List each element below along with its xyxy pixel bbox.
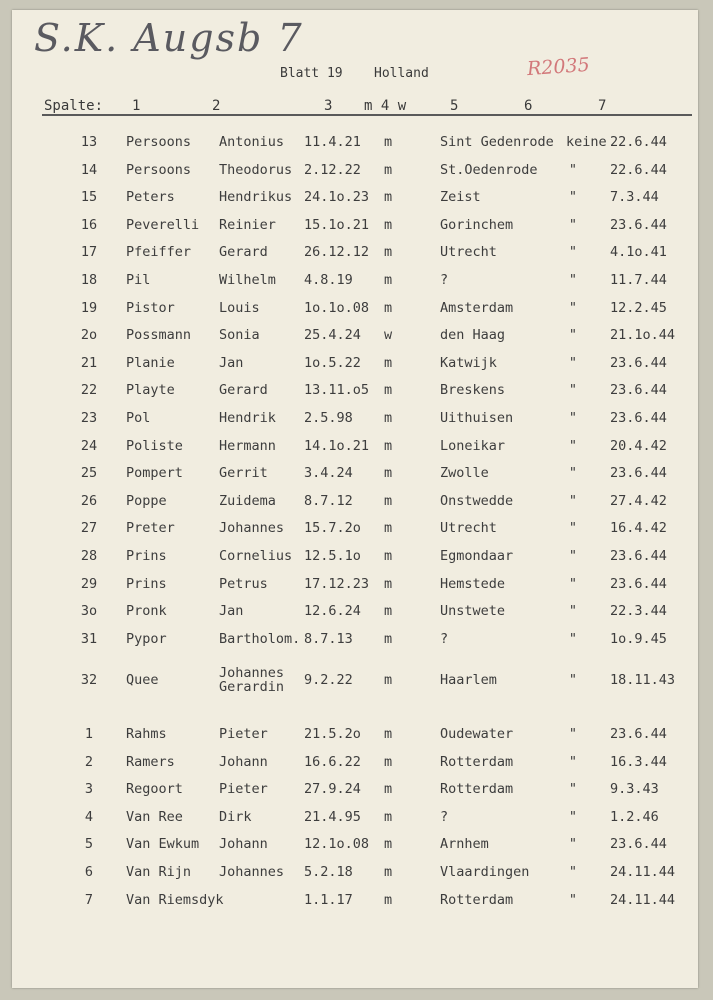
last-name: Possmann [126,327,192,344]
last-name: Planie [126,354,175,371]
birth-place: Amsterdam [440,299,514,316]
birth-place: Breskens [440,382,506,399]
sex: m [384,603,393,620]
birth-place: Hemstede [440,575,506,592]
sex: m [384,548,393,564]
sex: w [384,327,393,344]
row-number: 4 [84,808,94,825]
birth-date: 25.4.24 [304,327,361,344]
birth-date: 13.11.o5 [304,382,370,399]
entry-date: 9.3.43 [610,781,659,798]
sex: m [384,299,393,316]
birth-date: 5.2.18 [304,864,353,880]
last-name: Pol [126,410,151,426]
sex: m [384,575,393,592]
last-name: Peverelli [126,216,200,233]
sex: m [384,134,393,150]
entry-date: 1o.9.45 [610,630,667,647]
ditto-note: " [568,864,578,880]
birth-place: Egmondaar [440,548,514,564]
row-number: 19 [80,299,98,316]
row-number: 3o [80,603,98,620]
sex: m [384,382,393,399]
birth-place: Vlaardingen [440,864,530,880]
birth-place: Zwolle [440,465,489,482]
birth-date: 21.4.95 [304,808,361,825]
birth-place: ? [440,630,449,647]
first-name: Louis [219,299,260,316]
ditto-note: " [568,410,578,426]
entry-date: 23.6.44 [610,726,667,742]
table-row [12,892,698,912]
entry-date: 4.1o.41 [610,244,667,261]
first-name: Reinier [219,216,276,233]
row-number: 2 [84,753,94,770]
entry-date: 21.1o.44 [610,327,676,344]
ditto-note: " [568,161,578,178]
ditto-note: " [568,630,578,647]
row-number: 24 [80,437,98,454]
table-row [12,548,698,568]
column-label: Spalte: [44,98,104,114]
birth-place: Onstwedde [440,492,514,509]
ditto-note: " [568,672,578,689]
birth-place: Gorinchem [440,216,514,233]
archive-stamp: R2035 [526,53,591,81]
entry-date: 16.3.44 [610,753,667,770]
first-name: Theodorus [219,161,293,178]
last-name: Pypor [126,630,167,647]
column-number: 1 [132,98,141,114]
sex: m [384,216,393,233]
row-number: 26 [80,492,98,509]
birth-place: St.Oedenrode [440,161,538,178]
document-sheet [12,10,698,988]
column-number: 3 [324,98,333,114]
entry-date: 16.4.42 [610,520,667,537]
last-name: Prins [126,548,167,564]
sex: m [384,520,393,537]
ditto-note: " [568,465,578,482]
birth-date: 1o.5.22 [304,354,361,371]
ditto-note: " [568,437,578,454]
first-name: Gerard [219,382,268,399]
birth-date: 21.5.2o [304,726,361,742]
table-row [12,189,698,209]
sex: m [384,753,393,770]
birth-date: 12.1o.08 [304,836,370,853]
birth-place: Rotterdam [440,891,514,908]
last-name: Van Ewkum [126,836,200,853]
birth-place: Katwijk [440,354,497,371]
table-row [12,520,698,540]
birth-date: 2.12.22 [304,161,361,178]
entry-date: 27.4.42 [610,492,667,509]
ditto-note: " [568,382,578,399]
table-row [12,631,698,651]
last-name: Prins [126,575,167,592]
birth-date: 8.7.13 [304,630,353,647]
birth-place: ? [440,808,449,825]
row-number: 17 [80,244,98,261]
entry-date: 1.2.46 [610,808,659,825]
column-number: 2 [212,98,221,114]
birth-place: Utrecht [440,520,497,537]
first-name [219,666,284,694]
first-name: Wilhelm [219,272,276,288]
birth-date: 1.1.17 [304,891,353,908]
first-name: Johannes [219,864,285,880]
entry-date: 12.2.45 [610,299,667,316]
table-row [12,754,698,774]
row-number: 6 [84,864,94,880]
entry-date: 22.6.44 [610,161,667,178]
birth-place: ? [440,272,449,288]
table-row [12,217,698,237]
row-number: 2o [80,327,98,344]
first-name: Jan [219,603,244,620]
birth-date: 17.12.23 [304,575,370,592]
table-row [12,465,698,485]
table-row [12,726,698,746]
first-name: Hendrikus [219,189,293,206]
column-number: m 4 w [364,98,407,114]
birth-place: den Haag [440,327,506,344]
birth-date: 9.2.22 [304,672,353,689]
ditto-note: " [568,575,578,592]
table-row [12,327,698,347]
row-number: 1 [84,726,94,742]
table-row [12,603,698,623]
last-name: Ramers [126,753,175,770]
birth-place: Loneikar [440,437,506,454]
birth-date: 16.6.22 [304,753,361,770]
row-number: 25 [80,465,98,482]
ditto-note: " [568,836,578,853]
ditto-note: " [568,492,578,509]
birth-place: Zeist [440,189,481,206]
row-number: 13 [80,134,98,150]
last-name: Poppe [126,492,167,509]
table-row [12,864,698,884]
ditto-note: " [568,891,578,908]
first-name: Johann [219,753,268,770]
entry-date: 23.6.44 [610,382,667,399]
entry-date: 23.6.44 [610,548,667,564]
birth-place: Sint Gedenrode [440,134,554,150]
first-name: Johann [219,836,268,853]
sex: m [384,630,393,647]
sex: m [384,492,393,509]
sex: m [384,161,393,178]
birth-date: 12.5.1o [304,548,361,564]
row-number: 29 [80,575,98,592]
birth-place: Haarlem [440,672,497,689]
sex: m [384,864,393,880]
first-name: Gerrit [219,465,268,482]
table-row [12,576,698,596]
birth-date: 14.1o.21 [304,437,370,454]
first-name: Antonius [219,134,285,150]
ditto-note: " [568,726,578,742]
first-name: Cornelius [219,548,293,564]
row-number: 32 [80,672,98,689]
sex: m [384,410,393,426]
row-number: 5 [84,836,94,853]
birth-place: Unstwete [440,603,506,620]
row-number: 3 [84,781,94,798]
ditto-note: " [568,781,578,798]
table-row [12,410,698,430]
row-number: 22 [80,382,98,399]
entry-date: 23.6.44 [610,465,667,482]
sex: m [384,244,393,261]
last-name: Van Rijn [126,864,192,880]
birth-place: Rotterdam [440,753,514,770]
birth-date: 15.1o.21 [304,216,370,233]
ditto-note: " [568,354,578,371]
sex: m [384,465,393,482]
sex: m [384,836,393,853]
table-row [12,244,698,264]
first-name: Pieter [219,726,268,742]
entry-date: 18.11.43 [610,672,676,689]
table-row [12,665,698,696]
row-number: 14 [80,161,98,178]
country-label: Holland [374,66,429,81]
entry-date: 23.6.44 [610,836,667,853]
entry-date: 20.4.42 [610,437,667,454]
sex: m [384,354,393,371]
last-name: Pompert [126,465,183,482]
handwritten-note: S.K. Augsb 7 [34,16,304,60]
sex: m [384,891,393,908]
table-row [12,272,698,292]
ditto-note: " [568,808,578,825]
sex: m [384,672,393,689]
last-name: Quee [126,672,159,689]
sex: m [384,189,393,206]
first-name: Petrus [219,575,268,592]
row-number: 23 [80,410,98,426]
last-name: Playte [126,382,175,399]
birth-place: Utrecht [440,244,497,261]
row-number: 21 [80,354,98,371]
birth-date: 15.7.2o [304,520,361,537]
last-name: Pfeiffer [126,244,192,261]
birth-place: Rotterdam [440,781,514,798]
row-number: 16 [80,216,98,233]
ditto-note: " [568,272,578,288]
row-number: 15 [80,189,98,206]
column-number: 7 [598,98,607,114]
first-name-line: Gerardin [219,679,285,696]
header-divider [42,114,692,116]
birth-place: Arnhem [440,836,489,853]
ditto-note: " [568,753,578,770]
ditto-note: " [568,216,578,233]
column-number: 6 [524,98,533,114]
table-row [12,162,698,182]
first-name: Johannes [219,520,285,537]
last-name: Van Riemsdyk [126,891,224,908]
row-number: 27 [80,520,98,537]
table-row [12,438,698,458]
sex: m [384,437,393,454]
row-number: 18 [80,272,98,288]
birth-date: 24.1o.23 [304,189,370,206]
last-name: Persoons [126,134,192,150]
entry-date: 24.11.44 [610,891,676,908]
first-name: Hendrik [219,410,276,426]
entry-date: 23.6.44 [610,575,667,592]
row-number: 7 [84,891,94,908]
row-number: 28 [80,548,98,564]
ditto-note: " [568,327,578,344]
table-row [12,134,698,154]
last-name: Pistor [126,299,175,316]
entry-date: 7.3.44 [610,189,659,206]
ditto-note: " [568,603,578,620]
birth-place: Uithuisen [440,410,514,426]
birth-place: Oudewater [440,726,514,742]
birth-date: 26.12.12 [304,244,370,261]
table-row [12,493,698,513]
ditto-note: " [568,520,578,537]
first-name: Pieter [219,781,268,798]
birth-date: 2.5.98 [304,410,353,426]
sex: m [384,726,393,742]
birth-date: 12.6.24 [304,603,361,620]
table-row [12,355,698,375]
last-name: Rahms [126,726,167,742]
table-row [12,809,698,829]
birth-date: 27.9.24 [304,781,361,798]
last-name: Peters [126,189,175,206]
sex: m [384,272,393,288]
last-name: Pil [126,272,151,288]
first-name: Sonia [219,327,260,344]
ditto-note: " [568,299,578,316]
table-row [12,300,698,320]
birth-date: 1o.1o.08 [304,299,370,316]
ditto-note: keine [566,134,607,150]
birth-date: 11.4.21 [304,134,361,150]
first-name: Gerard [219,244,268,261]
ditto-note: " [568,548,578,564]
first-name: Zuidema [219,492,276,509]
entry-date: 11.7.44 [610,272,667,288]
last-name: Regoort [126,781,183,798]
column-number: 5 [450,98,459,114]
row-number: 31 [80,630,98,647]
last-name: Preter [126,520,175,537]
entry-date: 23.6.44 [610,216,667,233]
last-name: Pronk [126,603,167,620]
ditto-note: " [568,244,578,261]
entry-date: 24.11.44 [610,864,676,880]
sex: m [384,781,393,798]
last-name: Poliste [126,437,183,454]
first-name-line: Johannes [219,665,285,682]
first-name: Dirk [219,808,252,825]
birth-date: 4.8.19 [304,272,353,288]
first-name: Hermann [219,437,276,454]
birth-date: 8.7.12 [304,492,353,509]
sheet-number: Blatt 19 [280,66,343,81]
entry-date: 22.3.44 [610,603,667,620]
table-row [12,781,698,801]
last-name: Van Ree [126,808,183,825]
last-name: Persoons [126,161,192,178]
entry-date: 22.6.44 [610,134,667,150]
birth-date: 3.4.24 [304,465,353,482]
first-name: Jan [219,354,244,371]
table-row [12,382,698,402]
entry-date: 23.6.44 [610,354,667,371]
sex: m [384,808,393,825]
first-name: Bartholom. [219,630,301,647]
table-row [12,836,698,856]
ditto-note: " [568,189,578,206]
entry-date: 23.6.44 [610,410,667,426]
